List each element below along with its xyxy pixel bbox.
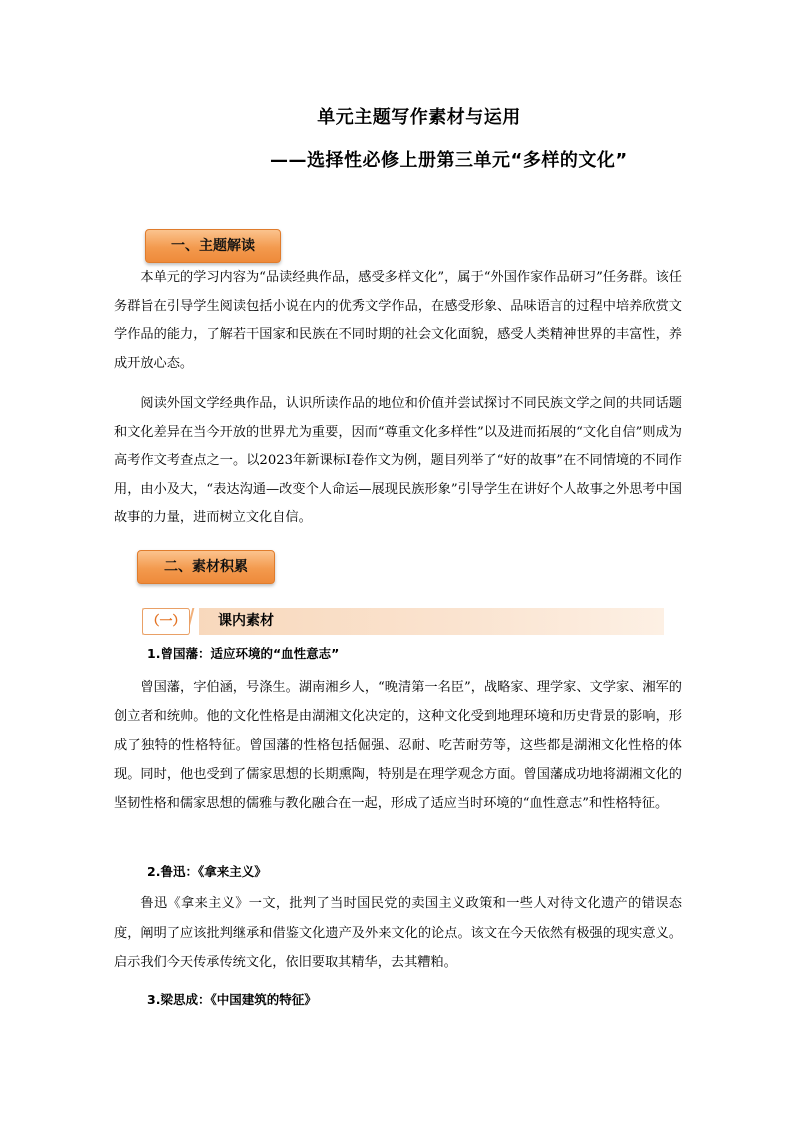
material-heading-3: 3.梁思成：《中国建筑的特征》 [147, 992, 317, 1007]
material-body-1: 曾国藩，字伯涵，号涤生。湖南湘乡人，“晚清第一名臣”，战略家、理学家、文学家、湘军的创立者和统帅。他的文化性格是由湖湘文化决定的，这种文化受到地理环境和历史背景的影响，形成了独特的性格特征。曾国藩的性格包括倔强、忍耐、吃苦耐劳等，这些都是湖湘文化性格的体现。同时，他也受到了儒家思想的长期熏陶，特别是在理学观念方面。曾国藩成功地将湖湘文化的坚韧性格和儒家思想的儒雅与教化融合在一起，形成了适应当时环境的“血性意志”和性格特征。 [114, 680, 682, 811]
subsection-tag: （一） [142, 608, 190, 635]
subsection-title: 课内素材 [218, 613, 274, 629]
material-body-2: 鲁迅《拿来主义》一文，批判了当时国民党的卖国主义政策和一些人对待文化遗产的错误态度，阐明了应该批判继承和借鉴文化遗产及外来文化的论点。该文在今天依然有极强的现实意义。启示我们今天传承传统文化，依旧要取其精华，去其糟粕。 [114, 896, 682, 970]
subsection-divider [189, 608, 199, 635]
material-heading-2: 2.鲁迅：《拿来主义》 [147, 864, 267, 879]
section-badge-theme: 一、主题解读 [145, 229, 281, 263]
section-badge-materials: 二、素材积累 [137, 550, 275, 584]
material-heading-1: 1.曾国藩：适应环境的“血性意志” [147, 646, 340, 661]
theme-paragraph-1: 本单元的学习内容为“品读经典作品，感受多样文化”，属于“外国作家作品研习”任务群。该任务群旨在引导学生阅读包括小说在内的优秀文学作品，在感受形象、品味语言的过程中培养欣赏文学作品的能力，了解若干国家和民族在不同时期的社会文化面貌，感受人类精神世界的丰富性，养成开放心态。 [114, 270, 682, 371]
theme-paragraph-2: 阅读外国文学经典作品，认识所读作品的地位和价值并尝试探讨不同民族文学之间的共同话题和文化差异在当今开放的世界尤为重要，因而“尊重文化多样性”以及进而拓展的“文化自信”则成为高考作文考查点之一。以2023年新课标Ⅰ卷作文为例，题目列举了“好的故事”在不同情境的不同作用，由小及大，“表达沟通—改变个人命运—展现民族形象”引导学生在讲好个人故事之外思考中国故事的力量，进而树立文化自信。 [114, 396, 682, 526]
document-subtitle: ——选择性必修上册第三单元“多样的文化” [270, 150, 628, 171]
document-title: 单元主题写作素材与运用 [317, 107, 521, 128]
